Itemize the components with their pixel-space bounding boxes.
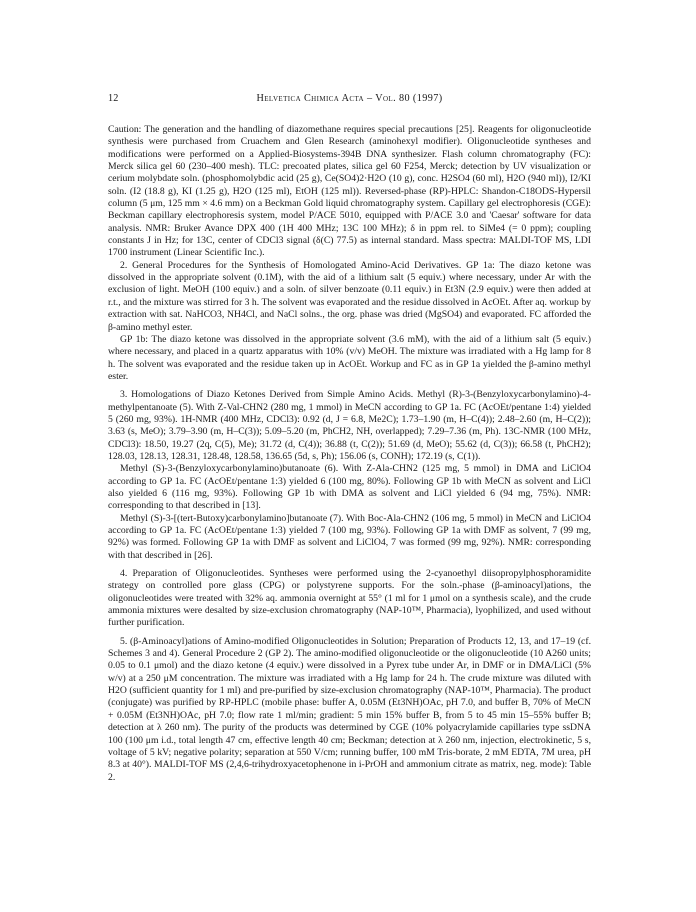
- page-number: 12: [108, 93, 119, 104]
- paragraph-compound-7: Methyl (S)-3-[(tert-Butoxy)carbonylamino]butanoate (7). With Boc-Ala-CHN2 (106 mg, 5 mmol) in MeCN and LiClO4 according to GP 1a. FC (AcOEt/pentane 1:3) yielded 7 (100 mg, 93%). Following GP 1a with DMF as solvent, 7 (99 mg, 92%) was formed. Following GP 1a with DMF as solvent and LiClO4, 7 was formed (99 mg, 92%). NMR: corresponding with that described in [26].: [108, 512, 591, 561]
- paragraph-general-procedures: 2. General Procedures for the Synthesis of Homologated Amino-Acid Derivatives. GP 1a: The diazo ketone was dissolved in the appropriate solvent (0.1M), with the aid of a lithium salt (5 equiv.) where necessary, under Ar with the exclusion of light. MeOH (100 equiv.) and a soln. of silver benzoate (0.11 equiv.) in Et3N (2.9 equiv.) were then added at r.t., and the mixture was stirred for 3 h. The solvent was evaporated and the residue dissolved in AcOEt. After aq. workup by extraction with sat. NaHCO3, NH4Cl, and NaCl solns., the org. phase was dried (MgSO4) and evaporated. FC afforded the β-amino methyl ester.: [108, 259, 592, 333]
- page: [108, 93, 591, 784]
- paragraph-gp1b: GP 1b: The diazo ketone was dissolved in the appropriate solvent (3.6 mM), with the aid of a lithium salt (5 equiv.) where necessary, and placed in a quartz apparatus with 10% (v/v) MeOH. The mixture was irradiated with a Hg lamp for 8 h. The solvent was evaporated and the residue taken up in AcOEt. Workup and FC as in GP 1a yielded the β-amino methyl ester.: [108, 333, 591, 382]
- paragraph-oligonucleotides: 4. Preparation of Oligonucleotides. Syntheses were performed using the 2-cyanoethyl diisopropylphosphoramidite strategy on controlled pore glass (CPG) or polystyrene supports. For the soln.-phase (β-aminoacyl)ations, the oligonucleotides were treated with 32% aq. ammonia overnight at 55° (1 ml for 1 μmol on a synthesis scale), and the crude ammonia mixtures were desalted by size-exclusion chromatography (NAP-10™, Pharmacia), lyophilized, and used without further purification.: [108, 568, 591, 629]
- running-header: [108, 93, 591, 107]
- paragraph-homologations: 3. Homologations of Diazo Ketones Derived from Simple Amino Acids. Methyl (R)-3-(Benzyloxycarbonylamino)-4-methylpentanoate (5). With Z-Val-CHN2 (280 mg, 1 mmol) in MeCN according to GP 1a. FC (AcOEt/pentane 1:4) yielded 5 (260 mg, 93%). 1H-NMR (400 MHz, CDCl3): 0.92 (d, J = 6.8, Me2C); 1.73–1.90 (m, H–C(4)); 2.48–2.60 (m, H–C(2)); 3.63 (s, MeO); 3.79–3.90 (m, H–C(3)); 5.09–5.20 (m, PhCH2, NH, overlapped); 7.29–7.36 (m, Ph). 13C-NMR (100 MHz, CDCl3): 18.50, 19.27 (2q, C(5), Me); 31.72 (d, C(4)); 36.88 (t, C(2)); 51.69 (d, MeO); 55.62 (d, C(3)); 66.58 (t, PhCH2); 128.03, 128.13, 128.31, 128.48, 128.58, 136.65 (5d, s, Ph); 156.06 (s, CONH); 172.19 (s, C(1)).: [108, 389, 591, 462]
- paragraph-caution: Caution: The generation and the handling of diazomethane requires special precautions [25]. Reagents for oligonucleotide synthesis were purchased from Cruachem and Glen Research (aminohexyl modifier). Oligonucleotide syntheses and modifications were performed on a Applied-Biosystems-394B DNA synthesizer. Flash column chromatography (FC): Merck silica gel 60 (230–400 mesh). TLC: precoated plates, silica gel 60 F254, Merck; detection by UV visualization or cerium molybdate soln. (phosphomolybdic acid (25 g), Ce(SO4)2·H2O (10 g), conc. H2SO4 (60 ml), H2O (940 ml)), I2/KI soln. (I2 (18.8 g), KI (1.25 g), H2O (125 ml), EtOH (125 ml)). Reversed-phase (RP)-HPLC: Shandon-C18ODS-Hypersil column (5 μm, 125 mm × 4.6 mm) on a Beckman Gold liquid chromatography system. Capillary gel electrophoresis (CGE): Beckman capillary electrophoresis system, model P/ACE 5010, equipped with P/ACE 3.0 and 'Caesar' software for data analysis. NMR: Bruker Avance DPX 400 (1H 400 MHz; 13C 100 MHz); δ in ppm rel. to SiMe4 (= 0 ppm); coupling constants J in Hz; for 13C, center of CDCl3 signal (δ(C) 77.5) as internal standard. Mass spectra: MALDI-TOF MS, LDI 1700 instrument (Linear Scientific Inc.).: [108, 124, 591, 259]
- running-title: Helvetica Chimica Acta – Vol. 80 (1997): [256, 93, 443, 104]
- paragraph-compound-6: Methyl (S)-3-(Benzyloxycarbonylamino)butanoate (6). With Z-Ala-CHN2 (125 mg, 5 mmol) in DMA and LiClO4 according to GP 1a. FC (AcOEt/pentane 1:3) yielded 6 (100 mg, 80%). Following GP 1b with MeCN as solvent and LiCl also yielded 6 (116 mg, 93%). Following GP 1b with DMA as solvent and LiCl yielded 6 (94 mg, 75%). NMR: corresponding to that described in [13].: [108, 463, 591, 512]
- article-body: [108, 124, 591, 784]
- paragraph-aminoacylations: 5. (β-Aminoacyl)ations of Amino-modified Oligonucleotides in Solution; Preparation of Products 12, 13, and 17–19 (cf. Schemes 3 and 4). General Procedure 2 (GP 2). The amino-modified oligonucleotide or the oligonucleotide (10 A260 units; 0.05 to 0.1 μmol) and the diazo ketone (4 equiv.) were dissolved in a Pyrex tube under Ar, in DMF or in DMA/LiCl (5% w/v) at a 250 μM concentration. The mixture was irradiated with a Hg lamp for 24 h. The crude mixture was diluted with H2O (sufficient quantity for 1 ml) and pre-purified by size-exclusion chromatography (NAP-10™, Pharmacia). The product (conjugate) was purified by RP-HPLC (mobile phase: buffer A, 0.05M (Et3NH)OAc, pH 7.0, and buffer B, 70% of MeCN + 0.05M (Et3NH)OAc, pH 7.0; flow rate 1 ml/min; gradient: 5 min 15% buffer B, from 5 to 45 min 15–55% buffer B; detection at λ 260 nm). The purity of the products was determined by CGE (10% polyacrylamide capillaries type ssDNA 100 (100 μm i.d., total length 47 cm, effective length 40 cm; Beckman; detection at λ 260 nm, injection, electrokinetic, 5 s, voltage of 5 kV; negative polarity; separation at 550 V/cm; running buffer, 100 mM Tris-borate, 2 mM EDTA, 7M urea, pH 8.3 at 40°). MALDI-TOF MS (2,4,6-trihydroxyacetophenone in i-PrOH and ammonium citrate as matrix, neg. mode): Table 2.: [108, 635, 591, 783]
